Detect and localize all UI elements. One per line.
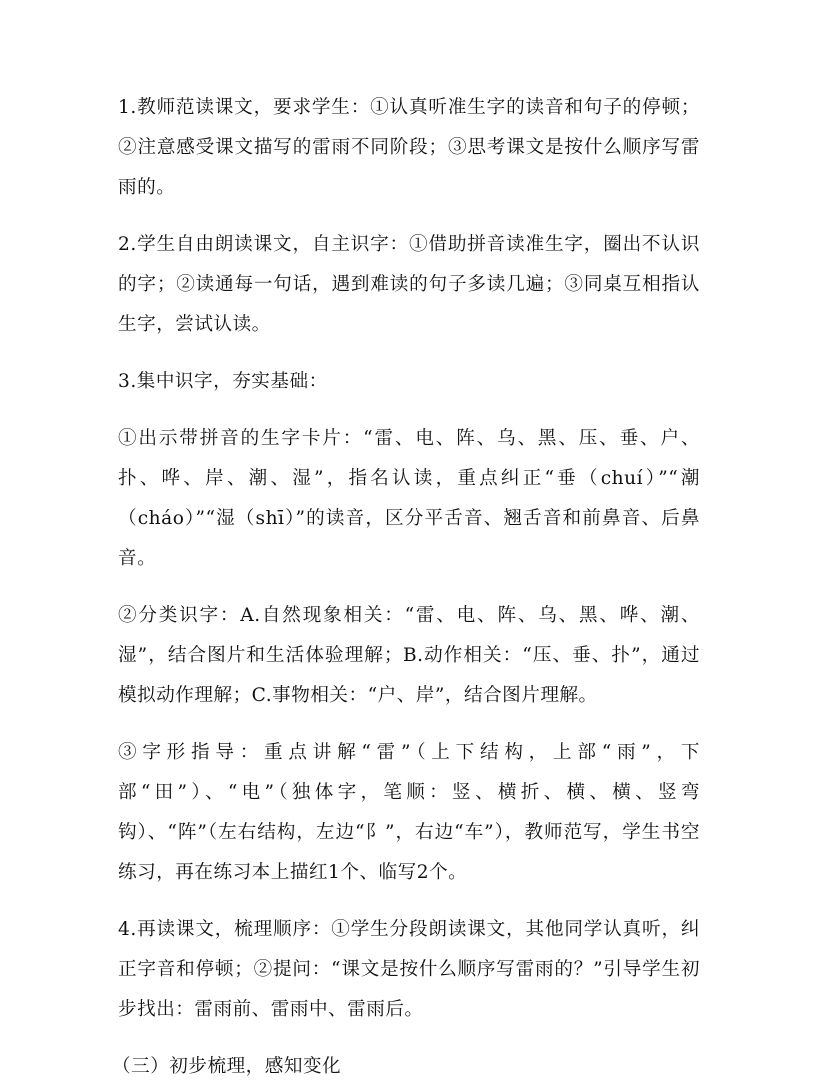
document-page (112, 88, 700, 1087)
paragraph-step-3: 3.集中识字，夯实基础： (118, 371, 328, 392)
paragraph-step-4: 4.再读课文，梳理顺序：①学生分段朗读课文，其他同学认真听，纠正字音和停顿；②提问：“课文是按什么顺序写雷雨的？”引导学生初步找出：雷雨前、雷雨中、雷雨后。 (118, 919, 700, 1020)
paragraph-step-2: 2.学生自由朗读课文，自主识字：①借助拼音读准生字，圈出不认识的字；②读通每一句话，遇到难读的句子多读几遍；③同桌互相指认生字，尝试认读。 (118, 234, 700, 335)
paragraph-step-3-item-3: ③字形指导：重点讲解“雷”（上下结构，上部“雨”，下部“田”）、“电”（独体字，笔顺：竖、横折、横、横、竖弯钩）、“阵”（左右结构，左边“阝”，右边“车”），教师范写，学生书空练习，再在练习本上描红1个、临写2个。 (118, 742, 700, 883)
paragraph-step-3-item-1: ①出示带拼音的生字卡片：“雷、电、阵、乌、黑、压、垂、户、扑、哗、岸、潮、湿”，指名认读，重点纠正“垂（chuí）”“潮（cháo）”“湿（shī）”的读音，区分平舌音、翘舌音和前鼻音、后鼻音。 (118, 428, 700, 569)
paragraph-step-3-item-2: ②分类识字：A.自然现象相关：“雷、电、阵、乌、黑、哗、潮、湿”，结合图片和生活体验理解；B.动作相关：“压、垂、扑”，通过模拟动作理解；C.事物相关：“户、岸”，结合图片理解。 (118, 605, 700, 706)
section-heading: （三）初步梳理，感知变化 (112, 1056, 342, 1077)
paragraph-step-1: 1.教师范读课文，要求学生：①认真听准生字的读音和句子的停顿；②注意感受课文描写的雷雨不同阶段；③思考课文是按什么顺序写雷雨的。 (118, 97, 700, 198)
